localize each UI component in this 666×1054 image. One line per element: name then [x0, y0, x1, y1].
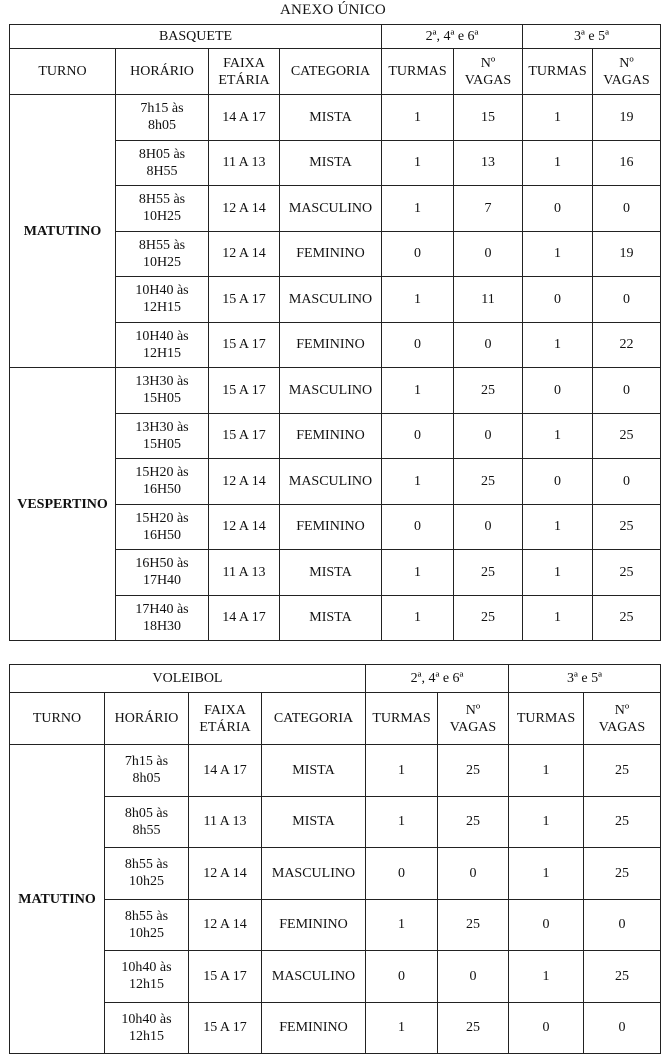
vagas-b-cell: 25 — [584, 848, 661, 900]
faixa-etaria-cell: 15 A 17 — [209, 322, 280, 368]
categoria-cell: FEMININO — [280, 413, 382, 459]
vagas-b-cell: 16 — [593, 140, 661, 186]
turmas-a-cell: 1 — [382, 459, 454, 505]
vagas-a-cell: 0 — [454, 231, 523, 277]
column-header-turmas-a: TURMAS — [382, 49, 454, 95]
vagas-b-cell: 25 — [584, 951, 661, 1003]
faixa-etaria-cell: 12 A 14 — [209, 504, 280, 550]
sport-header: BASQUETE — [10, 25, 382, 49]
turmas-a-cell: 0 — [382, 231, 454, 277]
horario-cell: 8h05 às 8h55 — [105, 796, 189, 848]
turmas-b-cell: 1 — [523, 95, 593, 141]
categoria-cell: MISTA — [262, 745, 366, 797]
turno-cell: MATUTINO — [10, 95, 116, 368]
vagas-b-cell: 0 — [584, 1002, 661, 1054]
horario-cell: 15H20 às 16H50 — [116, 459, 209, 505]
vagas-b-cell: 19 — [593, 231, 661, 277]
turmas-b-cell: 0 — [509, 899, 584, 951]
vagas-b-cell: 0 — [593, 186, 661, 232]
turmas-a-cell: 1 — [366, 899, 438, 951]
turmas-b-cell: 0 — [523, 186, 593, 232]
faixa-etaria-cell: 15 A 17 — [189, 951, 262, 1003]
table-row — [10, 848, 661, 900]
column-header-turmas-b: TURMAS — [523, 49, 593, 95]
turmas-a-cell: 0 — [382, 322, 454, 368]
vagas-b-cell: 0 — [593, 368, 661, 414]
vagas-b-cell: 25 — [593, 413, 661, 459]
categoria-cell: FEMININO — [262, 899, 366, 951]
column-header-horario: HORÁRIO — [116, 49, 209, 95]
faixa-etaria-cell: 14 A 17 — [189, 745, 262, 797]
table-row — [10, 796, 661, 848]
vagas-a-cell: 0 — [438, 848, 509, 900]
categoria-cell: MISTA — [280, 595, 382, 641]
categoria-cell: MASCULINO — [280, 186, 382, 232]
turmas-a-cell: 0 — [366, 951, 438, 1003]
horario-cell: 16H50 às 17H40 — [116, 550, 209, 596]
horario-cell: 10h40 às 12h15 — [105, 951, 189, 1003]
horario-cell: 10H40 às 12H15 — [116, 322, 209, 368]
vagas-a-cell: 11 — [454, 277, 523, 323]
turmas-b-cell: 1 — [509, 745, 584, 797]
horario-cell: 10h40 às 12h15 — [105, 1002, 189, 1054]
faixa-etaria-cell: 14 A 17 — [209, 95, 280, 141]
column-header-vagas-a: Nº VAGAS — [438, 693, 509, 745]
categoria-cell: MISTA — [280, 95, 382, 141]
horario-cell: 8H55 às 10H25 — [116, 186, 209, 232]
turmas-a-cell: 1 — [382, 140, 454, 186]
horario-cell: 15H20 às 16H50 — [116, 504, 209, 550]
faixa-etaria-cell: 11 A 13 — [209, 140, 280, 186]
turmas-a-cell: 1 — [382, 186, 454, 232]
turmas-b-cell: 1 — [523, 140, 593, 186]
turmas-a-cell: 1 — [382, 277, 454, 323]
turmas-b-cell: 1 — [523, 231, 593, 277]
turmas-b-cell: 1 — [523, 595, 593, 641]
horario-cell: 13H30 às 15H05 — [116, 368, 209, 414]
turmas-b-cell: 1 — [509, 951, 584, 1003]
column-header-turno: TURNO — [10, 49, 116, 95]
turmas-a-cell: 1 — [382, 595, 454, 641]
vagas-a-cell: 0 — [454, 322, 523, 368]
vagas-a-cell: 13 — [454, 140, 523, 186]
horario-cell: 17H40 às 18H30 — [116, 595, 209, 641]
turmas-b-cell: 0 — [523, 368, 593, 414]
horario-cell: 7h15 às 8h05 — [105, 745, 189, 797]
turmas-b-cell: 1 — [523, 550, 593, 596]
turmas-a-cell: 1 — [382, 368, 454, 414]
vagas-a-cell: 0 — [454, 413, 523, 459]
turno-cell: VESPERTINO — [10, 368, 116, 641]
categoria-cell: FEMININO — [280, 504, 382, 550]
vagas-b-cell: 0 — [593, 459, 661, 505]
turmas-a-cell: 1 — [366, 745, 438, 797]
horario-cell: 8h55 às 10h25 — [105, 848, 189, 900]
group-b-header: 3ª e 5ª — [523, 25, 661, 49]
group-a-header: 2ª, 4ª e 6ª — [382, 25, 523, 49]
turmas-b-cell: 0 — [509, 1002, 584, 1054]
categoria-cell: MISTA — [280, 550, 382, 596]
faixa-etaria-cell: 12 A 14 — [209, 231, 280, 277]
turmas-b-cell: 1 — [509, 796, 584, 848]
vagas-a-cell: 25 — [454, 550, 523, 596]
turmas-b-cell: 1 — [523, 413, 593, 459]
turmas-a-cell: 1 — [382, 550, 454, 596]
vagas-a-cell: 25 — [438, 796, 509, 848]
turmas-a-cell: 0 — [382, 504, 454, 550]
column-header-turno: TURNO — [10, 693, 105, 745]
turno-cell: MATUTINO — [10, 745, 105, 1054]
turmas-b-cell: 0 — [523, 277, 593, 323]
categoria-cell: MASCULINO — [280, 368, 382, 414]
vagas-b-cell: 25 — [593, 595, 661, 641]
faixa-etaria-cell: 15 A 17 — [209, 277, 280, 323]
vagas-a-cell: 25 — [438, 745, 509, 797]
vagas-b-cell: 25 — [593, 504, 661, 550]
turmas-b-cell: 1 — [523, 322, 593, 368]
faixa-etaria-cell: 11 A 13 — [209, 550, 280, 596]
table-row — [10, 1002, 661, 1054]
vagas-a-cell: 25 — [454, 595, 523, 641]
column-header-categoria: CATEGORIA — [280, 49, 382, 95]
faixa-etaria-cell: 12 A 14 — [189, 899, 262, 951]
horario-cell: 8H05 às 8H55 — [116, 140, 209, 186]
horario-cell: 7h15 às 8h05 — [116, 95, 209, 141]
table-row — [10, 899, 661, 951]
table-row — [10, 951, 661, 1003]
vagas-a-cell: 25 — [454, 459, 523, 505]
turmas-a-cell: 0 — [382, 413, 454, 459]
table-row — [10, 745, 661, 797]
categoria-cell: MASCULINO — [262, 951, 366, 1003]
turmas-b-cell: 1 — [509, 848, 584, 900]
column-header-categoria: CATEGORIA — [262, 693, 366, 745]
categoria-cell: FEMININO — [280, 231, 382, 277]
vagas-b-cell: 25 — [593, 550, 661, 596]
vagas-a-cell: 7 — [454, 186, 523, 232]
group-a-header: 2ª, 4ª e 6ª — [366, 665, 509, 693]
faixa-etaria-cell: 14 A 17 — [209, 595, 280, 641]
faixa-etaria-cell: 15 A 17 — [209, 413, 280, 459]
column-header-vagas-b: Nº VAGAS — [584, 693, 661, 745]
horario-cell: 10H40 às 12H15 — [116, 277, 209, 323]
faixa-etaria-cell: 11 A 13 — [189, 796, 262, 848]
column-header-faixa-etaria: FAIXA ETÁRIA — [189, 693, 262, 745]
categoria-cell: MASCULINO — [280, 459, 382, 505]
turmas-a-cell: 0 — [366, 848, 438, 900]
faixa-etaria-cell: 12 A 14 — [209, 459, 280, 505]
vagas-a-cell: 25 — [438, 1002, 509, 1054]
categoria-cell: MISTA — [262, 796, 366, 848]
vagas-a-cell: 25 — [454, 368, 523, 414]
faixa-etaria-cell: 12 A 14 — [209, 186, 280, 232]
turmas-b-cell: 1 — [523, 504, 593, 550]
categoria-cell: MASCULINO — [262, 848, 366, 900]
column-header-horario: HORÁRIO — [105, 693, 189, 745]
faixa-etaria-cell: 12 A 14 — [189, 848, 262, 900]
document-title: ANEXO ÚNICO — [280, 2, 386, 18]
categoria-cell: MASCULINO — [280, 277, 382, 323]
faixa-etaria-cell: 15 A 17 — [189, 1002, 262, 1054]
horario-cell: 13H30 às 15H05 — [116, 413, 209, 459]
horario-cell: 8H55 às 10H25 — [116, 231, 209, 277]
table-row — [10, 368, 661, 414]
categoria-cell: FEMININO — [280, 322, 382, 368]
basquete-table — [9, 24, 661, 641]
vagas-b-cell: 0 — [593, 277, 661, 323]
vagas-a-cell: 25 — [438, 899, 509, 951]
vagas-b-cell: 0 — [584, 899, 661, 951]
turmas-a-cell: 1 — [366, 1002, 438, 1054]
turmas-b-cell: 0 — [523, 459, 593, 505]
voleibol-table-body — [10, 745, 661, 1054]
column-header-vagas-a: Nº VAGAS — [454, 49, 523, 95]
categoria-cell: MISTA — [280, 140, 382, 186]
categoria-cell: FEMININO — [262, 1002, 366, 1054]
turmas-a-cell: 1 — [366, 796, 438, 848]
vagas-a-cell: 0 — [438, 951, 509, 1003]
vagas-b-cell: 22 — [593, 322, 661, 368]
sport-header: VOLEIBOL — [10, 665, 366, 693]
group-b-header: 3ª e 5ª — [509, 665, 661, 693]
vagas-a-cell: 0 — [454, 504, 523, 550]
vagas-b-cell: 19 — [593, 95, 661, 141]
horario-cell: 8h55 às 10h25 — [105, 899, 189, 951]
vagas-a-cell: 15 — [454, 95, 523, 141]
turmas-a-cell: 1 — [382, 95, 454, 141]
vagas-b-cell: 25 — [584, 796, 661, 848]
basquete-table-body — [10, 95, 661, 641]
column-header-turmas-a: TURMAS — [366, 693, 438, 745]
faixa-etaria-cell: 15 A 17 — [209, 368, 280, 414]
column-header-faixa-etaria: FAIXA ETÁRIA — [209, 49, 280, 95]
voleibol-table — [9, 664, 661, 1054]
table-row — [10, 95, 661, 141]
vagas-b-cell: 25 — [584, 745, 661, 797]
column-header-turmas-b: TURMAS — [509, 693, 584, 745]
column-header-vagas-b: Nº VAGAS — [593, 49, 661, 95]
